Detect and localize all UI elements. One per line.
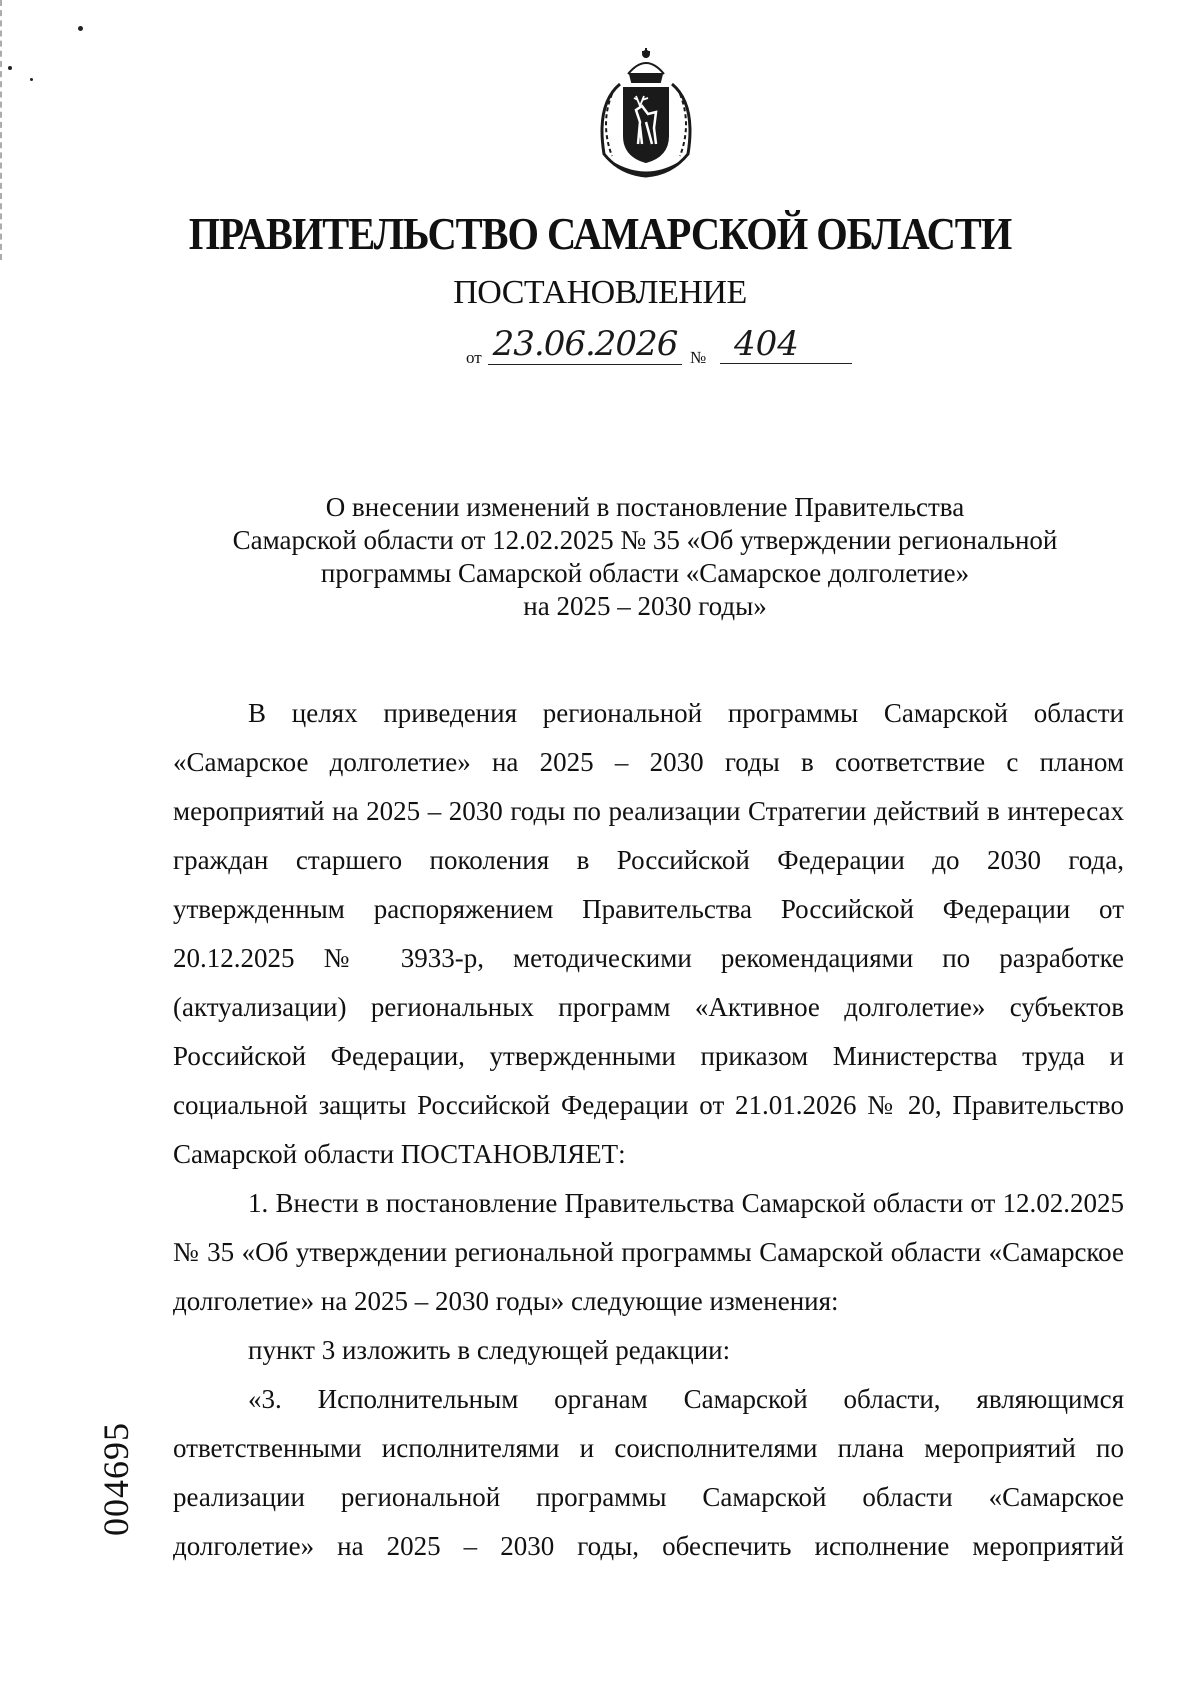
- body-paragraph-preamble: В целях приведения региональной программы Самарской области «Самарское долголетие» на 2025 – 2030 годы в соответствие с планом мероприятий на 2025 – 2030 годы по реализации Стратегии действий в интересах граждан старшего поколения в Российской Федерации до 2030 года, утвержденным распоряжением Правительства Российской Федерации от 20.12.2025 № 3933-р, методическими рекомендациями по разработке (актуализации) региональных программ «Активное долголетие» субъектов Российской Федерации, утвержденными приказом Министерства труда и социальной защиты Российской Федерации от 21.01.2026 № 20, Правительство Самарской области ПОСТАНОВЛЯЕТ:: [173, 698, 1124, 1169]
- scan-speck: [8, 66, 12, 70]
- subject-line: Самарской области от 12.02.2025 № 35 «Об утверждении региональной: [232, 525, 1058, 555]
- document-type: ПОСТАНОВЛЕНИЕ: [453, 274, 747, 311]
- body-paragraph-quote: «3. Исполнительным органам Самарской области, являющимся ответственными исполнителями и соисполнителями плана мероприятий по реализации региональной программы Самарской области «Самарское долголетие» на 2025 – 2030 годы, обеспечить исполнение мероприятий: [173, 1384, 1124, 1561]
- document-body: [173, 689, 1124, 1571]
- document-number: 404: [720, 324, 852, 364]
- subject-line: на 2025 – 2030 годы»: [523, 591, 767, 621]
- date-number-line: [466, 322, 856, 372]
- document-subject: [175, 491, 1115, 623]
- body-paragraph-item-1: 1. Внести в постановление Правительства Самарской области от 12.02.2025 № 35 «Об утверждении региональной программы Самарской области «Самарское долголетие» на 2025 – 2030 годы» следующие изменения:: [173, 1188, 1124, 1316]
- subject-line: О внесении изменений в постановление Правительства: [325, 492, 965, 522]
- document-date: 23.06.2026: [488, 324, 682, 365]
- number-sign: №: [690, 348, 707, 367]
- scan-speck: [78, 26, 83, 31]
- date-prefix: от: [466, 348, 482, 367]
- registration-number: 004695: [96, 1422, 136, 1536]
- org-title: ПРАВИТЕЛЬСТВО САМАРСКОЙ ОБЛАСТИ: [188, 208, 1012, 259]
- subject-line: программы Самарской области «Самарское долголетие»: [320, 558, 970, 588]
- scan-edge: [0, 0, 5, 260]
- samara-coat-of-arms-icon: [590, 44, 702, 180]
- body-paragraph-instruction: пункт 3 изложить в следующей редакции:: [248, 1335, 731, 1365]
- scan-speck: [30, 78, 33, 81]
